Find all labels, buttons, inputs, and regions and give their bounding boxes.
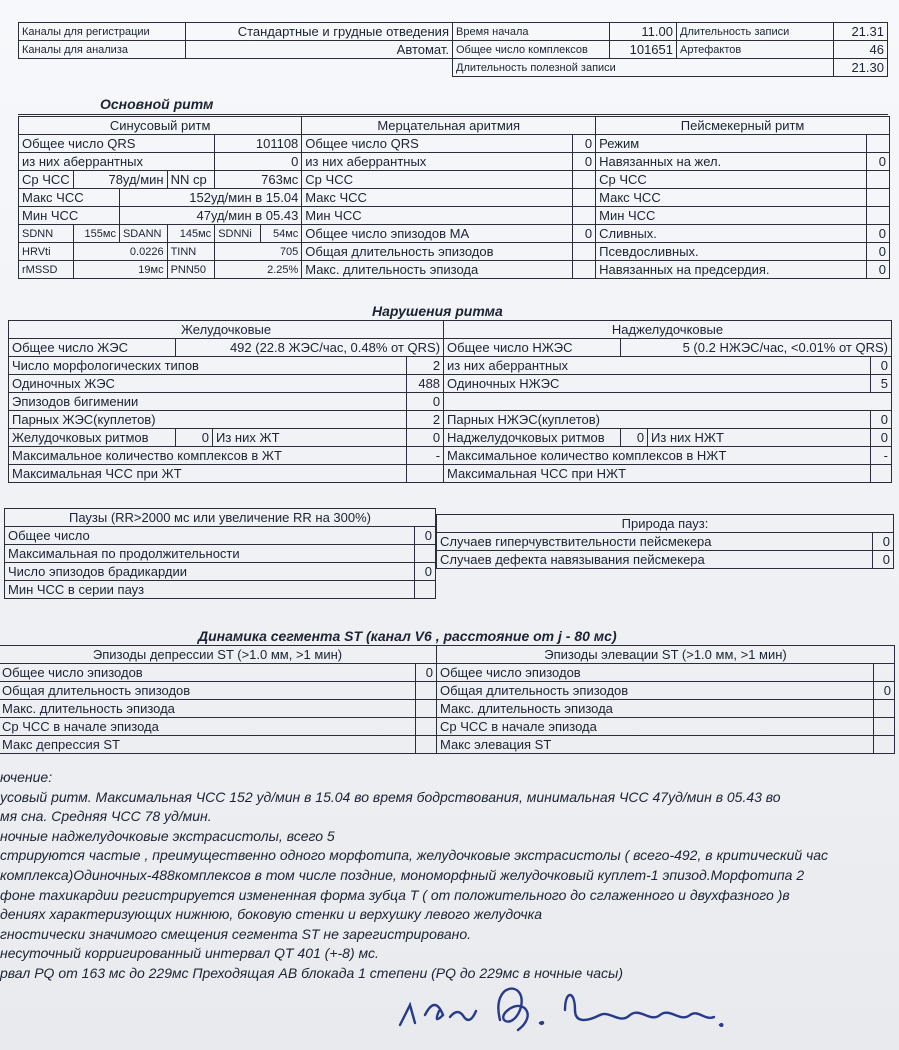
sv-max-complex-label: Максимальное количество комплексов в НЖТ	[444, 447, 871, 465]
pauses-table	[4, 508, 436, 599]
v-max-hr-label: Максимальная ЧСС при ЖТ	[9, 465, 407, 483]
useful-duration-label: Длительность полезной записи	[453, 59, 834, 77]
pauses-total-label: Общее число	[5, 527, 415, 545]
v-pairs-value: 2	[407, 411, 444, 429]
signature	[390, 975, 790, 1045]
total-complexes-value: 101651	[610, 41, 677, 59]
v-total-label: Общее число ЖЭС	[9, 339, 176, 357]
sinus-min-hr-label: Мин ЧСС	[19, 207, 120, 225]
st-elev-hr-label: Ср ЧСС в начале эпизода	[437, 718, 874, 736]
pauses-header: Паузы (RR>2000 мс или увеличение RR на 300%)	[5, 509, 436, 527]
sv-max-complex-value: -	[871, 447, 892, 465]
supraventricular-header: Наджелудочковые	[444, 321, 892, 339]
st-dep-duration-label: Общая длительность эпизодов	[0, 682, 416, 700]
st-dep-max-st-label: Макс депрессия ST	[0, 736, 416, 754]
v-max-complex-value: -	[407, 447, 444, 465]
st-elev-max-st-label: Макс элевация ST	[437, 736, 874, 754]
arrhythmia-title: Нарушения ритма	[372, 303, 503, 319]
pm-imposed-v-value: 0	[866, 153, 889, 171]
sv-aberrant-value: 0	[871, 357, 892, 375]
st-elev-max-label: Макс. длительность эпизода	[437, 700, 874, 718]
conclusion-line: гностически значимого смещения сегмента ST не зарегистрировано.	[0, 925, 472, 942]
defect-label: Случаев дефекта навязывания пейсмекера	[437, 551, 873, 569]
af-aberrant-value: 0	[572, 153, 595, 171]
tinn-value: 705	[215, 243, 302, 261]
start-time-value: 11.00	[610, 23, 677, 41]
reg-channels-value: Стандартные и грудные отведения	[186, 23, 453, 41]
pm-avg-hr-label: Ср ЧСС	[596, 171, 867, 189]
ventricular-header: Желудочковые	[9, 321, 444, 339]
conclusion-line: рвал PQ от 163 мс до 229мс Преходящая АВ блокада 1 степени (PQ до 229мс в ночные часы)	[0, 964, 623, 981]
st-dep-total-value: 0	[416, 664, 437, 682]
analysis-channels-value: Автомат.	[186, 41, 453, 59]
arrhythmia-table	[8, 320, 892, 483]
st-elev-duration-label: Общая длительность эпизодов	[437, 682, 874, 700]
pm-imposed-a-label: Навязанных на предсердия.	[596, 261, 867, 279]
rmssd-value: 19мс	[74, 261, 167, 279]
v-total-value: 492 (22.8 ЖЭС/час, 0.48% от QRS)	[176, 339, 444, 357]
conclusion-line: фоне тахикардии регистрируется измененная форма зубца Т ( от положительного до сглаженного и двухфазного )в	[0, 886, 790, 903]
sinus-min-hr-value: 47уд/мин в 05.43	[119, 207, 301, 225]
divider	[18, 114, 888, 115]
pause-nature-header: Природа пауз:	[437, 515, 894, 533]
v-morph-value: 2	[407, 357, 444, 375]
st-elev-total-label: Общее число эпизодов	[437, 664, 874, 682]
conclusion-line: ночные наджелудочковые экстрасистолы, всего 5	[0, 827, 335, 844]
pauses-min-hr-label: Мин ЧСС в серии пауз	[5, 581, 415, 599]
main-rhythm-table	[18, 116, 890, 279]
v-pairs-label: Парных ЖЭС(куплетов)	[9, 411, 407, 429]
pm-pseudofusion-value: 0	[866, 243, 889, 261]
sinus-aberrant-label: из них аберрантных	[19, 153, 215, 171]
pnn50-label: PNN50	[167, 261, 215, 279]
af-episodes-value: 0	[572, 225, 595, 243]
conclusion-line: усовый ритм. Максимальная ЧСС 152 уд/мин в 15.04 во время бодрствования, минимальная ЧСС 47уд/мин в 05.43 во	[0, 788, 781, 805]
conclusion	[0, 768, 899, 984]
sv-rhythms-label: Наджелудочковых ритмов	[444, 429, 621, 447]
sv-total-value: 5 (0.2 НЖЭС/час, <0.01% от QRS)	[621, 339, 892, 357]
st-dep-max-label: Макс. длительность эпизода	[0, 700, 416, 718]
conclusion-label: ючение:	[0, 769, 53, 785]
af-total-qrs-value: 0	[572, 135, 595, 153]
sinus-total-qrs-value: 101108	[215, 135, 302, 153]
sinus-max-hr-value: 152уд/мин в 15.04	[119, 189, 301, 207]
sv-single-label: Одиночных НЖЭС	[444, 375, 871, 393]
sdnni-value: 54мс	[260, 225, 302, 243]
hypersens-label: Случаев гиперчувствительности пейсмекера	[437, 533, 873, 551]
sinus-avg-hr-value: 78уд/мин	[74, 171, 167, 189]
conclusion-line: комплекса)Одиночных-488комплексов в том числе поздние, мономорфный желудочковый куплет-1 эпизод.Морфотипа 2	[0, 866, 805, 883]
pm-pseudofusion-label: Псевдосливных.	[596, 243, 867, 261]
brady-value: 0	[415, 563, 436, 581]
sinus-header: Синусовый ритм	[19, 117, 302, 135]
pm-fusion-value: 0	[866, 225, 889, 243]
af-total-duration-label: Общая длительность эпизодов	[302, 243, 573, 261]
pm-max-hr-label: Макс ЧСС	[596, 189, 867, 207]
analysis-channels-label: Каналы для анализа	[19, 41, 186, 59]
v-single-label: Одиночных ЖЭС	[9, 375, 407, 393]
rmssd-label: rMSSD	[19, 261, 74, 279]
main-rhythm-title: Основной ритм	[100, 96, 214, 112]
conclusion-line: дениях характеризующих нижнюю, боковую стенки и верхушку левого желудочка	[0, 906, 542, 923]
sv-rhythms-value: 0	[621, 429, 648, 447]
st-elev-duration-value: 0	[874, 682, 895, 700]
sinus-aberrant-value: 0	[215, 153, 302, 171]
sdann-value: 145мс	[167, 225, 215, 243]
total-complexes-label: Общее число комплексов	[453, 41, 610, 59]
v-morph-label: Число морфологических типов	[9, 357, 407, 375]
reg-channels-label: Каналы для регистрации	[19, 23, 186, 41]
useful-duration-value: 21.30	[834, 59, 888, 77]
pauses-total-value: 0	[415, 527, 436, 545]
duration-label: Длительность записи	[677, 23, 834, 41]
af-max-hr-label: Макс ЧСС	[302, 189, 573, 207]
v-rhythms-value: 0	[176, 429, 213, 447]
pm-imposed-a-value: 0	[866, 261, 889, 279]
st-dep-header: Эпизоды депрессии ST (>1.0 мм, >1 мин)	[0, 646, 437, 664]
brady-label: Число эпизодов брадикардии	[5, 563, 415, 581]
hrvti-value: 0.0226	[74, 243, 167, 261]
pm-header: Пейсмекерный ритм	[596, 117, 890, 135]
pause-nature-table	[436, 514, 894, 569]
sv-max-hr-label: Максимальная ЧСС при НЖТ	[444, 465, 871, 483]
artifacts-label: Артефактов	[677, 41, 834, 59]
svt-label: Из них НЖТ	[648, 429, 871, 447]
pnn50-value: 2.25%	[215, 261, 302, 279]
af-episodes-label: Общее число эпизодов МА	[302, 225, 573, 243]
pm-mode-value	[866, 135, 889, 153]
sv-single-value: 5	[871, 375, 892, 393]
sv-pairs-value: 0	[871, 411, 892, 429]
sv-total-label: Общее число НЖЭС	[444, 339, 621, 357]
sinus-total-qrs-label: Общее число QRS	[19, 135, 215, 153]
vt-value: 0	[407, 429, 444, 447]
af-min-hr-label: Мин ЧСС	[302, 207, 573, 225]
pm-min-hr-label: Мин ЧСС	[596, 207, 867, 225]
duration-value: 21.31	[834, 23, 888, 41]
af-total-qrs-label: Общее число QRS	[302, 135, 573, 153]
v-bigem-label: Эпизодов бигимении	[9, 393, 407, 411]
conclusion-line: стрируются частые , преимущественно одного морфотипа, желудочковые экстрасистолы ( всего-492, в критический час	[0, 847, 829, 864]
sdnn-label: SDNN	[19, 225, 74, 243]
hypersens-value: 0	[873, 533, 894, 551]
sinus-nn-label: NN ср	[167, 171, 215, 189]
st-elev-header: Эпизоды элевации ST (>1.0 мм, >1 мин)	[437, 646, 895, 664]
st-table	[0, 645, 895, 754]
af-avg-hr-label: Ср ЧСС	[302, 171, 573, 189]
conclusion-line: мя сна. Средняя ЧСС 78 уд/мин.	[0, 808, 212, 825]
pm-fusion-label: Сливных.	[596, 225, 867, 243]
sv-aberrant-label: из них аберрантных	[444, 357, 871, 375]
svt-value: 0	[871, 429, 892, 447]
tinn-label: TINN	[167, 243, 215, 261]
af-header: Мерцательная аритмия	[302, 117, 596, 135]
artifacts-value: 46	[834, 41, 888, 59]
defect-value: 0	[873, 551, 894, 569]
st-title: Динамика сегмента ST (канал V6 , расстояние от j - 80 мс)	[198, 628, 617, 644]
pm-imposed-v-label: Навязанных на жел.	[596, 153, 867, 171]
sdnni-label: SDNNi	[215, 225, 261, 243]
vt-label: Из них ЖТ	[213, 429, 407, 447]
v-max-complex-label: Максимальное количество комплексов в ЖТ	[9, 447, 407, 465]
st-dep-total-label: Общее число эпизодов	[0, 664, 416, 682]
hrvti-label: HRVti	[19, 243, 74, 261]
start-time-label: Время начала	[453, 23, 610, 41]
v-bigem-value: 0	[407, 393, 444, 411]
pm-mode-label: Режим	[596, 135, 867, 153]
sdnn-value: 155мс	[74, 225, 120, 243]
af-aberrant-label: из них аберрантных	[302, 153, 573, 171]
sinus-max-hr-label: Макс ЧСС	[19, 189, 120, 207]
v-rhythms-label: Желудочковых ритмов	[9, 429, 176, 447]
pauses-max-duration-label: Максимальная по продолжительности	[5, 545, 415, 563]
sv-pairs-label: Парных НЖЭС(куплетов)	[444, 411, 871, 429]
v-single-value: 488	[407, 375, 444, 393]
st-dep-hr-label: Ср ЧСС в начале эпизода	[0, 718, 416, 736]
sdann-label: SDANN	[119, 225, 167, 243]
header-table	[18, 22, 888, 77]
sinus-avg-hr-label: Ср ЧСС	[19, 171, 74, 189]
conclusion-line: несуточный корригированный интервал QT 401 (+-8) мс.	[0, 945, 379, 962]
sinus-nn-value: 763мс	[215, 171, 302, 189]
af-max-duration-label: Макс. длительность эпизода	[302, 261, 573, 279]
